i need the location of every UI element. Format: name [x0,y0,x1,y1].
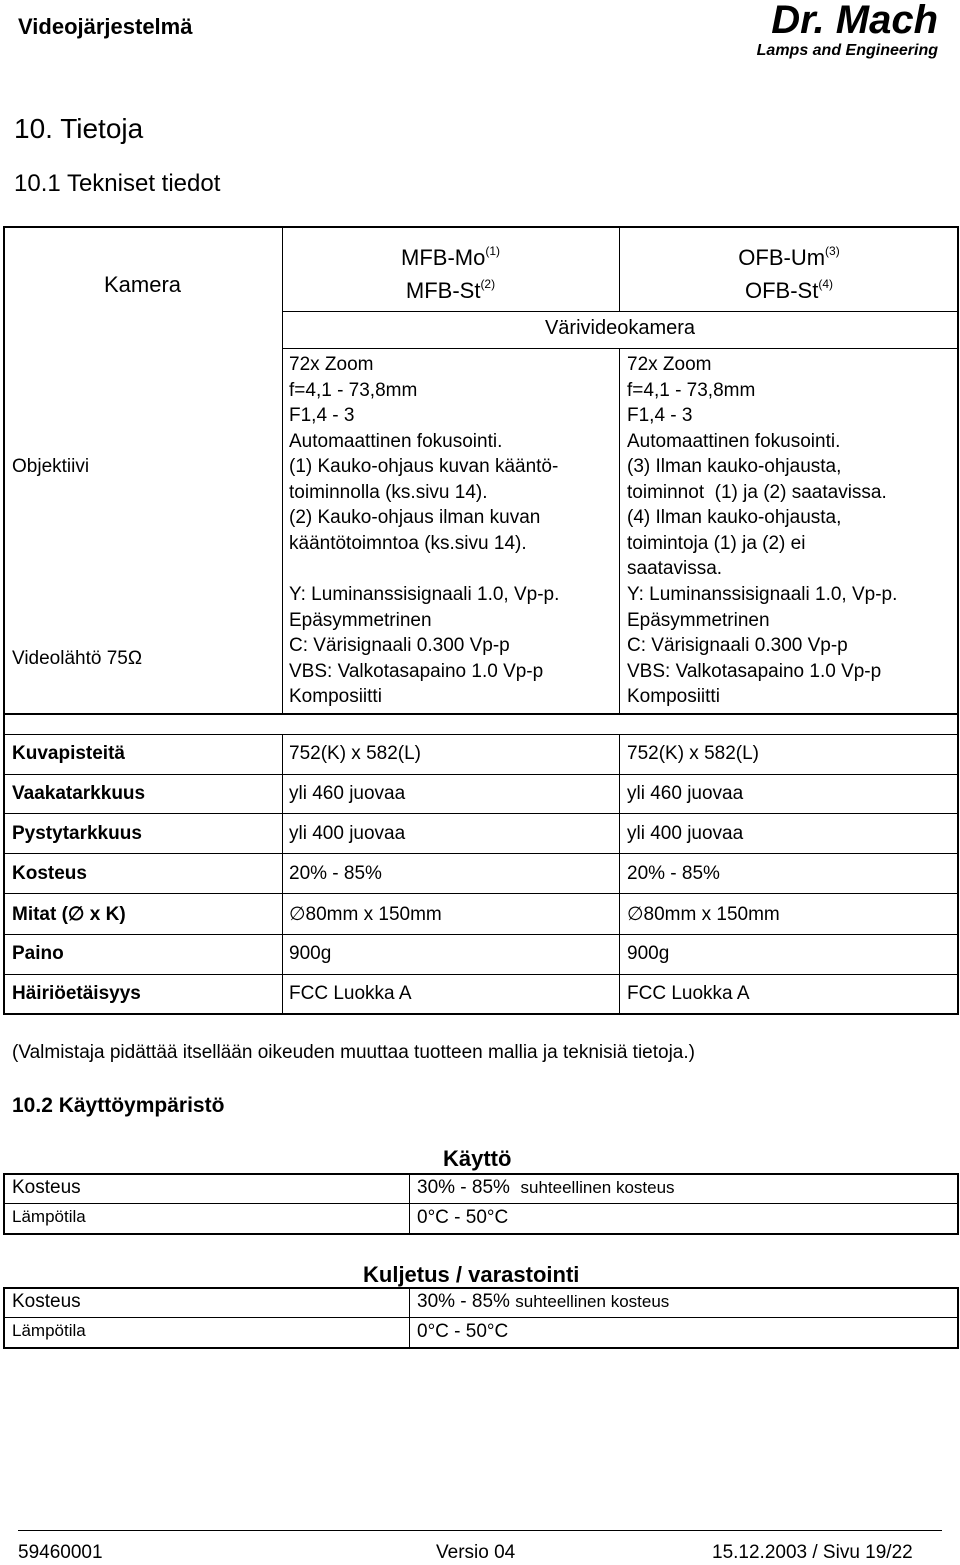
row-label: Häiriöetäisyys [12,983,141,1004]
row-value: yli 400 juovaa [289,823,406,844]
row-value: 900g [289,943,332,964]
video-spec-col1: Y: Luminanssisignaali 1.0, Vp-p. Epäsymmetrinen C: Värisignaali 0.300 Vp-p VBS: Valkotasapaino 1.0 Vp-p Komposiitti [289,584,560,707]
row-value: 752(K) x 582(L) [289,743,422,764]
model-ofb-st: OFB-St [744,278,819,303]
brand-name: Dr. Mach [771,0,938,42]
row-value: FCC Luokka A [627,983,750,1004]
env-value: 30% - 85% suhteellinen kosteus [417,1177,675,1198]
footer-version: Versio 04 [436,1542,516,1563]
model-column-2-header [620,238,958,304]
section-heading: 10. Tietoja [14,113,144,144]
env-label: Kosteus [12,1291,81,1312]
row-value: FCC Luokka A [289,983,412,1004]
env-label: Lämpötila [12,1207,86,1226]
subsection-heading-env: 10.2 Käyttöympäristö [12,1094,225,1117]
env-value-extra: suhteellinen kosteus [520,1178,675,1197]
transport-title: Kuljetus / varastointi [363,1262,580,1287]
brand-logo [757,0,938,60]
footnote-ref: (2) [480,277,496,291]
row-value: ∅80mm x 150mm [289,904,442,925]
camera-column-header: Kamera [103,272,182,297]
row-value: 752(K) x 582(L) [627,743,760,764]
row-label: Mitat (∅ x K) [12,904,126,925]
footer-date-page: 15.12.2003 / Sivu 19/22 [712,1542,913,1563]
model-mfb-st: MFB-St [405,278,481,303]
env-value-extra: suhteellinen kosteus [515,1292,670,1311]
lens-spec-col1: 72x Zoom f=4,1 - 73,8mm F1,4 - 3 Automaattinen fokusointi. (1) Kauko-ohjaus kuvan kääntö- toiminnolla (ks.sivu 14). (2) Kauko-ohjaus ilman kuvan kääntötoimntoa (ks.sivu 14). [289,354,559,554]
row-label-video-output: Videolähtö 75Ω [12,648,143,669]
env-label: Kosteus [12,1177,81,1198]
model-column-1-header [282,238,619,304]
footer-doc-number: 59460001 [18,1542,103,1563]
row-value: 20% - 85% [289,863,382,884]
lens-spec-col2: 72x Zoom f=4,1 - 73,8mm F1,4 - 3 Automaattinen fokusointi. (3) Ilman kauko-ohjausta, toiminnot (1) ja (2) saatavissa. (4) Ilman kauko-ohjausta, toimintoja (1) ja (2) ei saatavissa. [627,354,887,579]
row-value: 20% - 85% [627,863,720,884]
row-value: yli 400 juovaa [627,823,744,844]
row-label-objektiivi: Objektiivi [12,456,90,477]
subsection-heading: 10.1 Tekniset tiedot [14,170,221,197]
row-label: Vaakatarkkuus [12,783,146,804]
row-value: 900g [627,943,670,964]
row-label: Paino [12,943,64,964]
env-value: 30% - 85% suhteellinen kosteus [417,1291,670,1312]
footnote-ref: (4) [818,277,833,291]
row-value: ∅80mm x 150mm [627,904,780,925]
footnote-ref: (1) [485,244,500,258]
env-value: 0°C - 50°C [417,1321,509,1342]
row-label: Kuvapisteitä [12,743,125,764]
brand-subtitle: Lamps and Engineering [756,42,938,59]
row-label: Pystytarkkuus [12,823,142,844]
footnote-ref: (3) [825,244,840,258]
env-label: Lämpötila [12,1321,86,1340]
disclaimer-note: (Valmistaja pidättää itsellään oikeuden muuttaa tuotteen mallia ja teknisiä tietoja.) [12,1042,695,1063]
row-value: yli 460 juovaa [627,783,744,804]
row-label: Kosteus [12,863,87,884]
camera-type-label: Värivideokamera [544,317,696,339]
model-mfb-mo: MFB-Mo [401,245,486,270]
row-value: yli 460 juovaa [289,783,406,804]
env-value: 0°C - 50°C [417,1207,509,1228]
header-title: Videojärjestelmä [18,14,193,39]
use-title: Käyttö [443,1146,512,1171]
model-ofb-um: OFB-Um [738,245,826,270]
video-spec-col2: Y: Luminanssisignaali 1.0, Vp-p. Epäsymmetrinen C: Värisignaali 0.300 Vp-p VBS: Valkotasapaino 1.0 Vp-p Komposiitti [627,584,898,707]
